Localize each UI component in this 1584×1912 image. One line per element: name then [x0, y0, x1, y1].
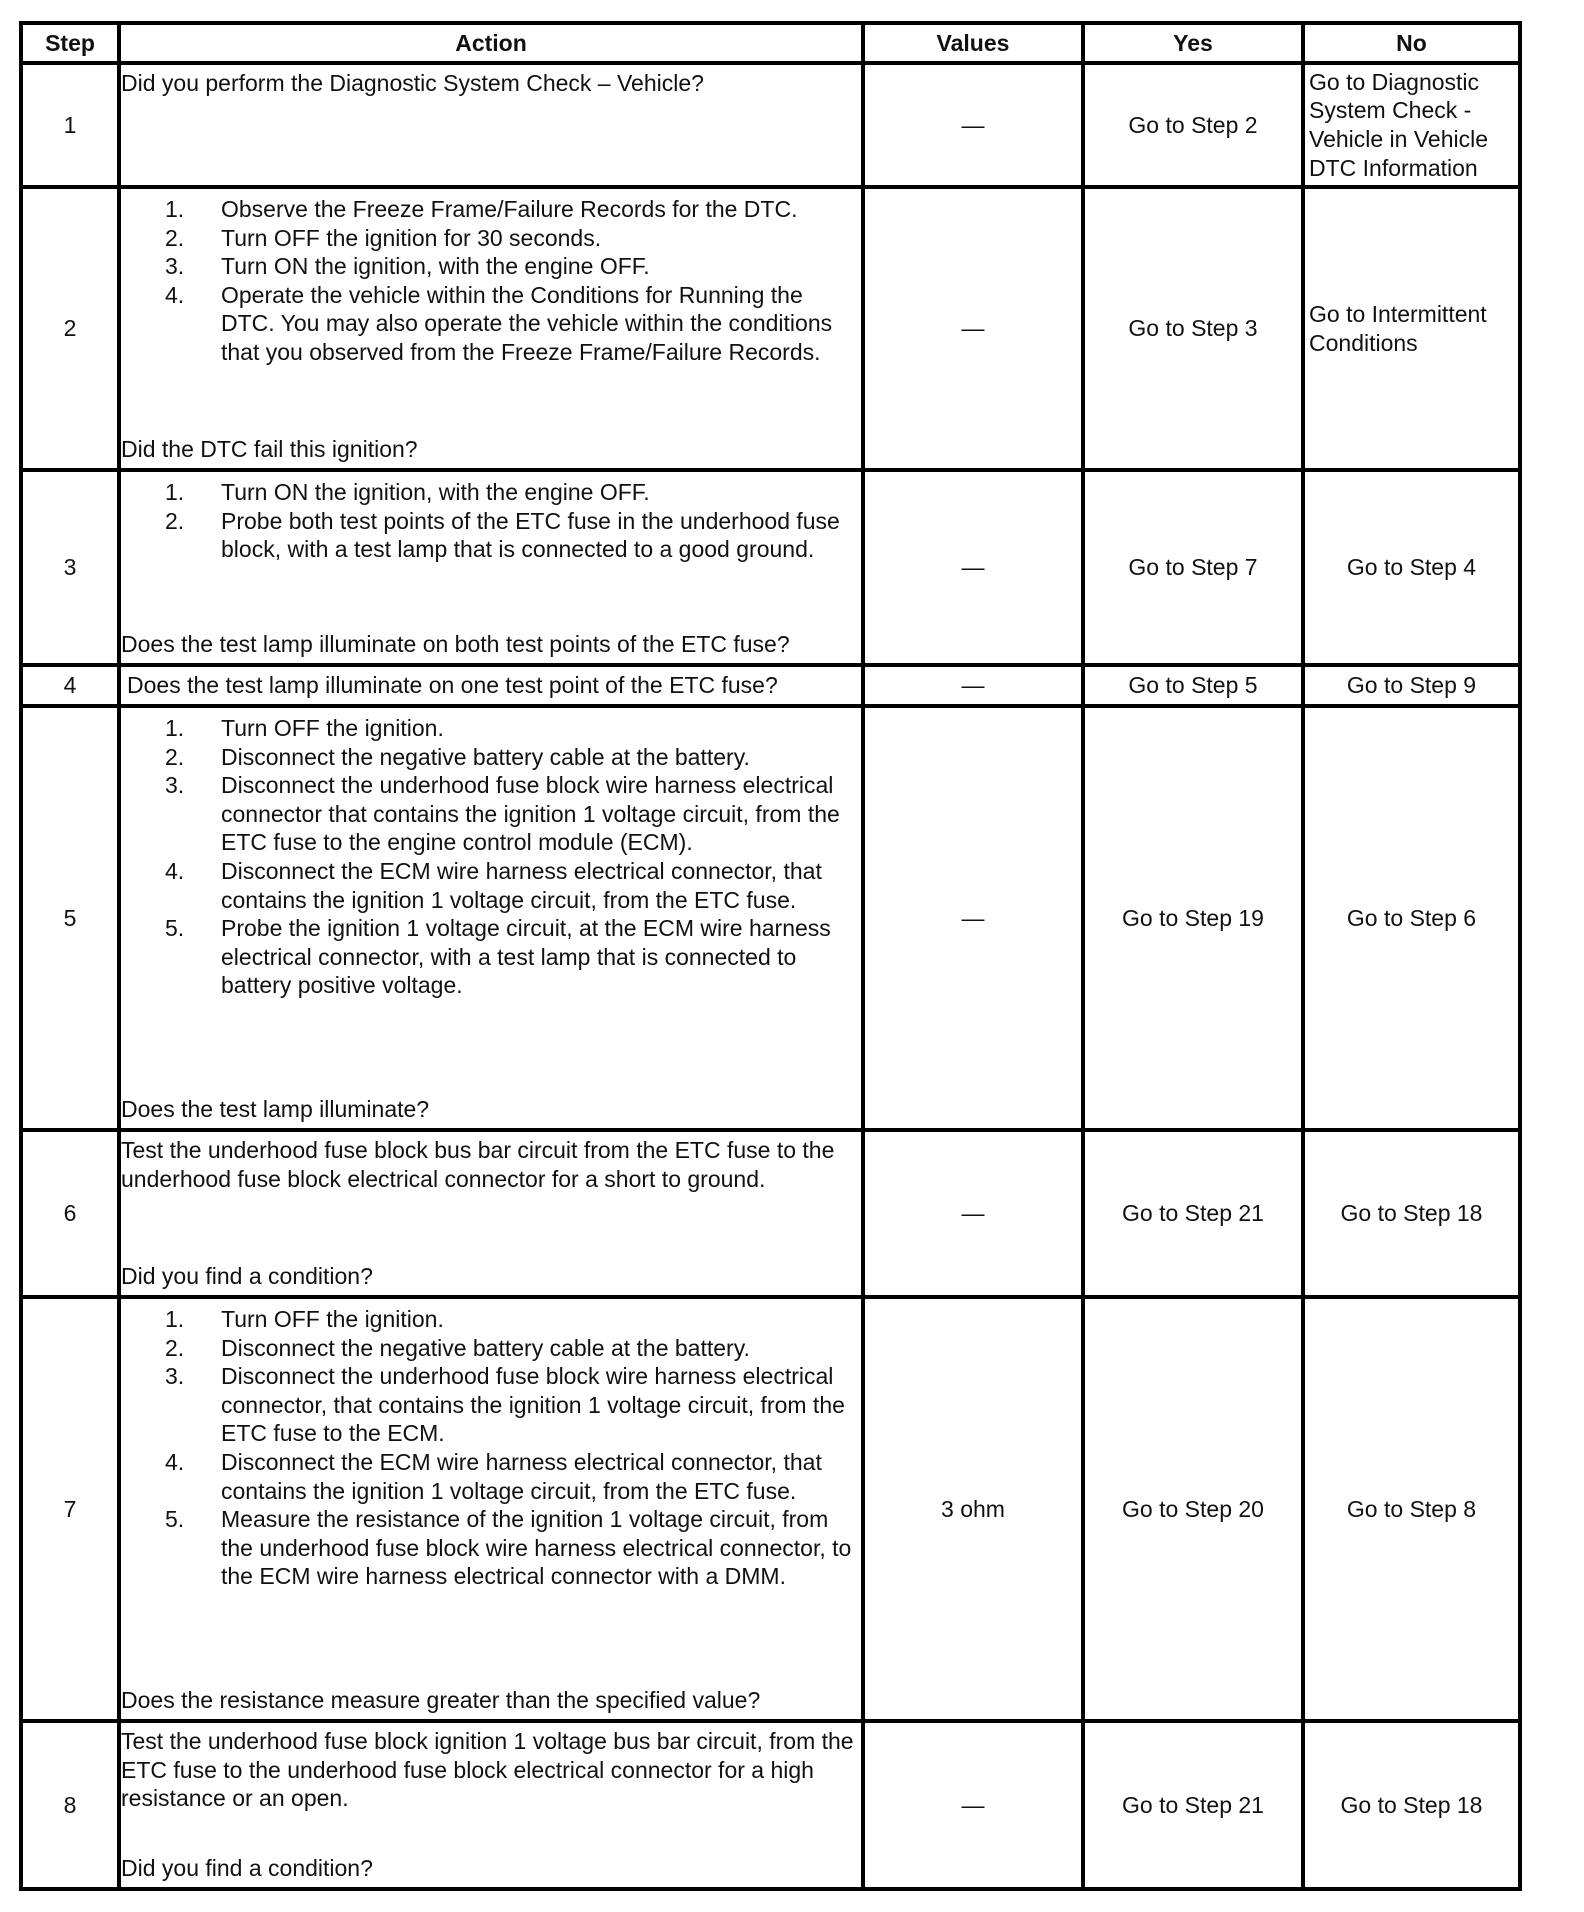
yes-cell: Go to Step 2	[1083, 63, 1303, 187]
action-cell	[119, 187, 863, 470]
list-item	[121, 914, 861, 1000]
value-cell: —	[863, 63, 1083, 187]
value-cell: —	[863, 665, 1083, 706]
list-item-number: 1.	[165, 715, 185, 741]
list-item-number: 3.	[165, 772, 185, 799]
list-item-number: 1.	[165, 479, 185, 505]
value-cell: —	[863, 470, 1083, 665]
list-item-number: 5.	[165, 915, 185, 942]
step-number: 7	[21, 1297, 119, 1721]
action-intro: Did you perform the Diagnostic System Check – Vehicle?	[121, 70, 704, 96]
list-item	[121, 1448, 861, 1505]
action-question: Does the resistance measure greater than the specified value?	[121, 1687, 761, 1714]
list-item-number: 2.	[165, 1334, 185, 1361]
list-item-number: 3.	[165, 1363, 185, 1390]
value-cell: —	[863, 187, 1083, 470]
table-row	[21, 665, 1520, 706]
no-cell: Go to Intermittent Conditions	[1303, 187, 1520, 470]
header-no: No	[1303, 23, 1520, 63]
list-item-number: 5.	[165, 1506, 185, 1533]
header-action: Action	[119, 23, 863, 63]
diagnostic-table	[19, 21, 1522, 1891]
step-number: 3	[21, 470, 119, 665]
list-item-text: Probe both test points of the ETC fuse in the underhood fuse block, with a test lamp that is connected to a good ground.	[221, 507, 840, 563]
action-intro: Does the test lamp illuminate on one test point of the ETC fuse?	[127, 672, 778, 699]
list-item-text: Turn ON the ignition, with the engine OFF.	[221, 253, 650, 280]
action-steps-list	[121, 195, 861, 367]
list-item-text: Disconnect the ECM wire harness electrical connector, that contains the ignition 1 voltage circuit, from the ETC fuse.	[221, 1448, 822, 1504]
action-cell	[119, 63, 863, 187]
list-item	[121, 714, 861, 743]
no-cell: Go to Step 6	[1303, 706, 1520, 1130]
action-steps-list	[121, 714, 861, 1000]
list-item-text: Operate the vehicle within the Conditions for Running the DTC. You may also operate the vehicle within the conditions that you observed from the Freeze Frame/Failure Records.	[221, 281, 833, 365]
list-item-number: 1.	[165, 196, 185, 222]
action-question: Did you find a condition?	[121, 1263, 373, 1290]
table-row	[21, 1130, 1520, 1297]
list-item-text: Turn OFF the ignition.	[221, 715, 444, 741]
yes-cell: Go to Step 5	[1083, 665, 1303, 706]
action-question: Did you find a condition?	[121, 1855, 373, 1882]
list-item	[121, 224, 861, 253]
list-item-text: Probe the ignition 1 voltage circuit, at the ECM wire harness electrical connector, with a test lamp that is connected to battery positive voltage.	[221, 915, 831, 999]
list-item-text: Turn ON the ignition, with the engine OFF.	[221, 479, 650, 505]
header-step: Step	[21, 23, 119, 63]
value-cell: —	[863, 706, 1083, 1130]
no-cell: Go to Step 18	[1303, 1721, 1520, 1889]
header-values: Values	[863, 23, 1083, 63]
list-item-number: 1.	[165, 1306, 185, 1332]
value-cell: —	[863, 1130, 1083, 1297]
list-item-text: Turn OFF the ignition.	[221, 1306, 444, 1332]
step-number: 8	[21, 1721, 119, 1889]
step-number: 4	[21, 665, 119, 706]
list-item-text: Disconnect the underhood fuse block wire harness electrical connector, that contains the ignition 1 voltage circuit, from the ETC fuse to the ECM.	[221, 1363, 845, 1447]
list-item	[121, 195, 861, 224]
action-intro: Test the underhood fuse block bus bar circuit from the ETC fuse to the underhood fuse block electrical connector for a short to ground.	[121, 1137, 835, 1192]
list-item-text: Disconnect the negative battery cable at the battery.	[221, 1334, 750, 1361]
no-cell: Go to Step 4	[1303, 470, 1520, 665]
yes-cell: Go to Step 21	[1083, 1721, 1303, 1889]
header-row	[21, 23, 1520, 63]
list-item	[121, 281, 861, 367]
list-item-number: 4.	[165, 857, 185, 884]
table-row	[21, 470, 1520, 665]
action-cell	[119, 1130, 863, 1297]
list-item	[121, 478, 861, 507]
list-item-text: Turn OFF the ignition for 30 seconds.	[221, 224, 602, 251]
action-question: Does the test lamp illuminate on both test points of the ETC fuse?	[121, 631, 790, 658]
list-item-number: 2.	[165, 224, 185, 251]
no-cell: Go to Diagnostic System Check - Vehicle in Vehicle DTC Information	[1303, 63, 1520, 187]
list-item-number: 2.	[165, 743, 185, 770]
action-intro: Test the underhood fuse block ignition 1 voltage bus bar circuit, from the ETC fuse to the underhood fuse block electrical connector for a high resistance or an open.	[121, 1728, 854, 1812]
list-item	[121, 743, 861, 772]
yes-cell: Go to Step 21	[1083, 1130, 1303, 1297]
table-row	[21, 1297, 1520, 1721]
list-item	[121, 1362, 861, 1448]
header-yes: Yes	[1083, 23, 1303, 63]
action-cell	[119, 1297, 863, 1721]
list-item	[121, 857, 861, 914]
list-item	[121, 1305, 861, 1334]
list-item-text: Disconnect the negative battery cable at the battery.	[221, 743, 750, 770]
action-steps-list	[121, 478, 861, 564]
action-question: Does the test lamp illuminate?	[121, 1096, 430, 1123]
table-row	[21, 187, 1520, 470]
list-item	[121, 1334, 861, 1363]
action-cell	[119, 665, 863, 706]
action-cell	[119, 470, 863, 665]
action-question: Did the DTC fail this ignition?	[121, 436, 418, 463]
action-cell	[119, 1721, 863, 1889]
step-number: 1	[21, 63, 119, 187]
yes-cell: Go to Step 7	[1083, 470, 1303, 665]
step-number: 5	[21, 706, 119, 1130]
table-row	[21, 1721, 1520, 1889]
no-cell: Go to Step 18	[1303, 1130, 1520, 1297]
action-cell	[119, 706, 863, 1130]
list-item	[121, 1505, 861, 1591]
yes-cell: Go to Step 3	[1083, 187, 1303, 470]
list-item-text: Measure the resistance of the ignition 1 voltage circuit, from the underhood fuse block wire harness electrical connector, to the ECM wire harness electrical connector with a DMM.	[221, 1506, 852, 1590]
list-item-text: Disconnect the underhood fuse block wire harness electrical connector that contains the ignition 1 voltage circuit, from the ETC fuse to the engine control module (ECM).	[221, 772, 840, 856]
yes-cell: Go to Step 19	[1083, 706, 1303, 1130]
action-steps-list	[121, 1305, 861, 1591]
list-item	[121, 507, 861, 564]
table-row	[21, 706, 1520, 1130]
list-item	[121, 771, 861, 857]
list-item	[121, 252, 861, 281]
list-item-text: Disconnect the ECM wire harness electrical connector, that contains the ignition 1 voltage circuit, from the ETC fuse.	[221, 857, 822, 913]
list-item-text: Observe the Freeze Frame/Failure Records for the DTC.	[221, 196, 798, 222]
step-number: 2	[21, 187, 119, 470]
no-cell: Go to Step 8	[1303, 1297, 1520, 1721]
no-cell: Go to Step 9	[1303, 665, 1520, 706]
value-cell: —	[863, 1721, 1083, 1889]
step-number: 6	[21, 1130, 119, 1297]
list-item-number: 2.	[165, 507, 185, 534]
list-item-number: 3.	[165, 253, 185, 280]
list-item-number: 4.	[165, 1448, 185, 1475]
yes-cell: Go to Step 20	[1083, 1297, 1303, 1721]
table-row	[21, 63, 1520, 187]
list-item-number: 4.	[165, 281, 185, 308]
value-cell: 3 ohm	[863, 1297, 1083, 1721]
